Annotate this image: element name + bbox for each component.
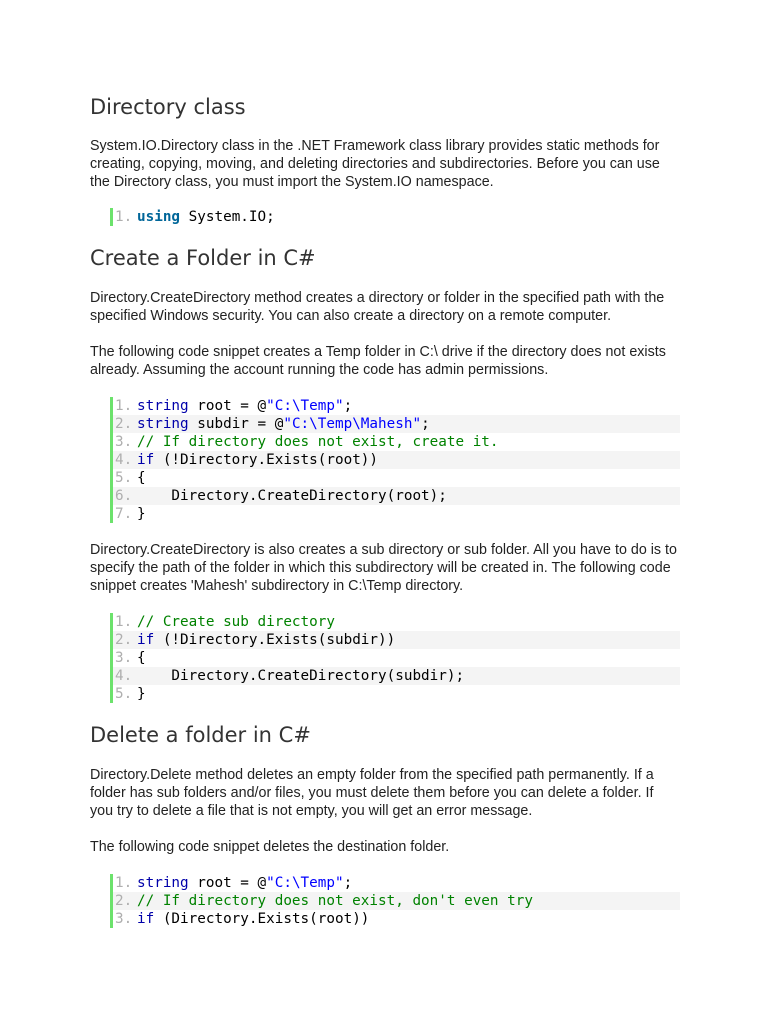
code-token: ; bbox=[343, 875, 353, 891]
code-line bbox=[113, 631, 680, 649]
line-number: 7. bbox=[115, 506, 133, 522]
paragraph-create-subdirectory: Directory.CreateDirectory is also creates a sub directory or sub folder. All you have to do is to specify the path of the folder in which this subdirectory will be created in. The following code snippet creates 'Mahesh' subdirectory in C:\Temp directory. bbox=[90, 542, 677, 594]
line-number: 3. bbox=[115, 434, 133, 450]
paragraph-directory-intro: System.IO.Directory class in the .NET Framework class library provides static methods for creating, copying, moving, and deleting directories and subdirectories. Before you can use the Directory class, you must import the System.IO namespace. bbox=[90, 138, 660, 190]
code-token: // If directory does not exist, create it. bbox=[137, 434, 499, 450]
paragraph-create-directory: Directory.CreateDirectory method creates a directory or folder in the specified path with the specified Windows security. You can also create a directory on a remote computer. bbox=[90, 290, 665, 324]
paragraph-delete-snippet: The following code snippet deletes the destination folder. bbox=[90, 839, 450, 855]
paragraph-create-temp: The following code snippet creates a Temp folder in C:\ drive if the directory does not exists already. Assuming the account running the code has admin permissions. bbox=[90, 344, 666, 378]
code-token: (Directory.Exists(root)) bbox=[154, 911, 370, 927]
line-number: 2. bbox=[115, 632, 133, 648]
code-block-create-folder bbox=[110, 397, 680, 523]
code-token: { bbox=[137, 470, 146, 486]
code-token: "C:\Temp" bbox=[266, 875, 344, 891]
code-token: if bbox=[137, 632, 155, 648]
code-token: ; bbox=[343, 398, 353, 414]
code-token: // Create sub directory bbox=[137, 614, 335, 630]
line-number: 5. bbox=[115, 686, 133, 702]
code-line bbox=[113, 415, 680, 433]
code-token: { bbox=[137, 650, 146, 666]
line-number: 1. bbox=[115, 875, 133, 891]
code-block-using bbox=[110, 208, 680, 226]
code-token: string bbox=[137, 398, 189, 414]
code-token: // If directory does not exist, don't even try bbox=[137, 893, 533, 909]
heading-create-folder: Create a Folder in C# bbox=[90, 246, 316, 270]
code-token: using bbox=[137, 209, 181, 225]
line-number: 3. bbox=[115, 911, 133, 927]
code-block-create-subfolder bbox=[110, 613, 680, 703]
code-token: subdir = @ bbox=[188, 416, 284, 432]
code-line bbox=[113, 667, 680, 685]
code-token: string bbox=[137, 416, 189, 432]
article-content bbox=[90, 90, 680, 928]
code-line bbox=[113, 910, 680, 928]
paragraph-delete-directory: Directory.Delete method deletes an empty folder from the specified path permanently. If a folder has sub folders and/or files, you must delete them before you can delete a folder. If you try to delete a file that is not empty, you will get an error message. bbox=[90, 767, 654, 819]
line-number: 1. bbox=[115, 398, 133, 414]
code-token: "C:\Temp" bbox=[266, 398, 344, 414]
code-token: Directory.CreateDirectory(subdir); bbox=[137, 668, 465, 684]
code-token: ; bbox=[421, 416, 430, 432]
line-number: 4. bbox=[115, 452, 133, 468]
heading-directory-class: Directory class bbox=[90, 95, 246, 119]
line-number: 3. bbox=[115, 650, 133, 666]
line-number: 1. bbox=[115, 209, 133, 225]
code-line bbox=[113, 433, 680, 451]
code-token: "C:\Temp\Mahesh" bbox=[283, 416, 422, 432]
code-line bbox=[113, 649, 680, 667]
code-token: (!Directory.Exists(root)) bbox=[154, 452, 379, 468]
line-number: 4. bbox=[115, 668, 133, 684]
code-token: if bbox=[137, 452, 155, 468]
code-line bbox=[113, 208, 680, 226]
code-token: } bbox=[137, 686, 146, 702]
code-line bbox=[113, 469, 680, 487]
line-number: 2. bbox=[115, 416, 133, 432]
line-number: 2. bbox=[115, 893, 133, 909]
code-block-delete-folder bbox=[110, 874, 680, 928]
code-line bbox=[113, 505, 680, 523]
code-token: (!Directory.Exists(subdir)) bbox=[154, 632, 396, 648]
code-token: string bbox=[137, 875, 189, 891]
heading-delete-folder: Delete a folder in C# bbox=[90, 723, 311, 747]
code-token: System.IO; bbox=[180, 209, 275, 225]
code-line bbox=[113, 613, 680, 631]
code-line bbox=[113, 892, 680, 910]
code-token: root = @ bbox=[188, 398, 267, 414]
code-token: } bbox=[137, 506, 146, 522]
line-number: 5. bbox=[115, 470, 133, 486]
line-number: 1. bbox=[115, 614, 133, 630]
code-line bbox=[113, 874, 680, 892]
line-number: 6. bbox=[115, 488, 133, 504]
code-line bbox=[113, 487, 680, 505]
code-token: root = @ bbox=[188, 875, 267, 891]
code-line bbox=[113, 685, 680, 703]
code-line bbox=[113, 451, 680, 469]
code-token: Directory.CreateDirectory(root); bbox=[137, 488, 447, 504]
code-line bbox=[113, 397, 680, 415]
code-token: if bbox=[137, 911, 155, 927]
